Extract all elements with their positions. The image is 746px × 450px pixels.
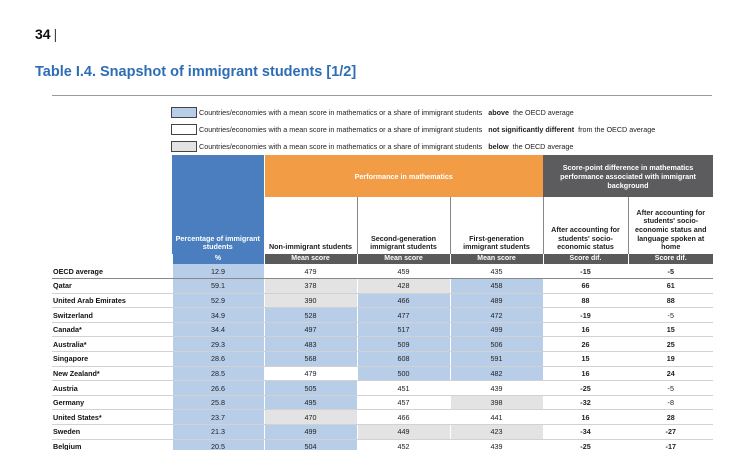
legend-text-suffix: from the OECD average	[578, 125, 656, 134]
legend-emphasis: below	[488, 142, 509, 151]
cell-percentage: 25.8	[172, 395, 264, 410]
cell-diff-ses: -25	[543, 381, 628, 396]
table-body	[52, 264, 713, 450]
table-row	[52, 425, 713, 440]
legend-text-suffix: the OECD average	[513, 108, 574, 117]
cell-non-immigrant: 390	[264, 293, 357, 308]
table-row	[52, 322, 713, 337]
cell-non-immigrant: 479	[264, 264, 357, 279]
country-name: Belgium	[52, 439, 172, 450]
cell-second-generation: 428	[357, 279, 450, 294]
legend-swatch-below	[171, 141, 197, 152]
unit-percent: %	[172, 254, 264, 264]
header-percentage-immigrant: Percentage of immigrant students	[172, 155, 264, 254]
unit-mean-score: Mean score	[450, 254, 543, 264]
cell-percentage: 28.5	[172, 366, 264, 381]
cell-first-generation: 472	[450, 308, 543, 323]
cell-diff-ses-language: 28	[628, 410, 713, 425]
cell-diff-ses: -34	[543, 425, 628, 440]
cell-percentage: 52.9	[172, 293, 264, 308]
unit-blank	[52, 254, 172, 264]
cell-first-generation: 489	[450, 293, 543, 308]
cell-diff-ses: 26	[543, 337, 628, 352]
country-name: Sweden	[52, 425, 172, 440]
cell-diff-ses: 16	[543, 410, 628, 425]
title-divider	[52, 95, 712, 96]
cell-second-generation: 466	[357, 293, 450, 308]
header-score-point-difference: Score-point difference in mathematics performance associated with immigrant background	[543, 155, 713, 197]
cell-diff-ses-language: -8	[628, 395, 713, 410]
cell-non-immigrant: 504	[264, 439, 357, 450]
cell-first-generation: 441	[450, 410, 543, 425]
cell-diff-ses: 15	[543, 352, 628, 367]
table-row	[52, 410, 713, 425]
cell-percentage: 12.9	[172, 264, 264, 279]
legend-item-not-significant	[171, 123, 655, 136]
table-row	[52, 366, 713, 381]
cell-second-generation: 477	[357, 308, 450, 323]
page-number	[35, 26, 57, 42]
cell-first-generation: 439	[450, 381, 543, 396]
cell-non-immigrant: 568	[264, 352, 357, 367]
cell-second-generation: 466	[357, 410, 450, 425]
cell-first-generation: 506	[450, 337, 543, 352]
cell-non-immigrant: 378	[264, 279, 357, 294]
cell-second-generation: 509	[357, 337, 450, 352]
cell-second-generation: 449	[357, 425, 450, 440]
cell-percentage: 34.4	[172, 322, 264, 337]
legend-text: Countries/economies with a mean score in mathematics or a share of immigrant students	[199, 125, 483, 134]
cell-first-generation: 482	[450, 366, 543, 381]
cell-diff-ses: -32	[543, 395, 628, 410]
country-name: Australia*	[52, 337, 172, 352]
country-name: OECD average	[52, 264, 172, 279]
cell-percentage: 23.7	[172, 410, 264, 425]
table-row	[52, 352, 713, 367]
cell-non-immigrant: 479	[264, 366, 357, 381]
country-name: Austria	[52, 381, 172, 396]
header-after-ses: After accounting for students' socio-economic status	[543, 197, 628, 254]
cell-diff-ses-language: 61	[628, 279, 713, 294]
cell-diff-ses: 16	[543, 366, 628, 381]
header-first-generation: First-generation immigrant students	[450, 197, 543, 254]
cell-second-generation: 517	[357, 322, 450, 337]
country-name: Switzerland	[52, 308, 172, 323]
cell-non-immigrant: 497	[264, 322, 357, 337]
cell-diff-ses-language: -5	[628, 264, 713, 279]
cell-diff-ses: -25	[543, 439, 628, 450]
cell-first-generation: 398	[450, 395, 543, 410]
unit-mean-score: Mean score	[264, 254, 357, 264]
cell-non-immigrant: 470	[264, 410, 357, 425]
unit-score-dif: Score dif.	[628, 254, 713, 264]
cell-first-generation: 423	[450, 425, 543, 440]
cell-non-immigrant: 505	[264, 381, 357, 396]
cell-second-generation: 500	[357, 366, 450, 381]
table-row	[52, 308, 713, 323]
cell-diff-ses: -15	[543, 264, 628, 279]
page-number-value: 34	[35, 26, 51, 42]
table-row	[52, 395, 713, 410]
header-non-immigrant: Non-immigrant students	[268, 242, 353, 252]
country-name: Canada*	[52, 322, 172, 337]
cell-diff-ses: -19	[543, 308, 628, 323]
cell-first-generation: 458	[450, 279, 543, 294]
table-row	[52, 381, 713, 396]
legend-item-above	[171, 106, 655, 119]
cell-second-generation: 608	[357, 352, 450, 367]
cell-second-generation: 459	[357, 264, 450, 279]
page-number-separator: |	[53, 26, 58, 42]
cell-percentage: 28.6	[172, 352, 264, 367]
cell-diff-ses-language: -5	[628, 381, 713, 396]
cell-diff-ses-language: -5	[628, 308, 713, 323]
legend-text: Countries/economies with a mean score in mathematics or a share of immigrant students	[199, 108, 483, 117]
legend-item-below	[171, 140, 655, 153]
country-name: Qatar	[52, 279, 172, 294]
cell-percentage: 59.1	[172, 279, 264, 294]
cell-second-generation: 451	[357, 381, 450, 396]
cell-percentage: 26.6	[172, 381, 264, 396]
legend-emphasis: above	[488, 108, 510, 117]
table-row	[52, 439, 713, 450]
cell-first-generation: 591	[450, 352, 543, 367]
cell-diff-ses-language: -27	[628, 425, 713, 440]
cell-diff-ses-language: -17	[628, 439, 713, 450]
cell-diff-ses-language: 25	[628, 337, 713, 352]
header-blank	[52, 155, 172, 254]
cell-diff-ses: 88	[543, 293, 628, 308]
cell-diff-ses-language: 88	[628, 293, 713, 308]
cell-first-generation: 435	[450, 264, 543, 279]
table-row	[52, 264, 713, 279]
cell-percentage: 20.5	[172, 439, 264, 450]
legend-text: Countries/economies with a mean score in mathematics or a share of immigrant students	[199, 142, 483, 151]
cell-non-immigrant: 528	[264, 308, 357, 323]
cell-percentage: 21.3	[172, 425, 264, 440]
table-row	[52, 293, 713, 308]
cell-diff-ses-language: 15	[628, 322, 713, 337]
legend-swatch-not-significant	[171, 124, 197, 135]
unit-score-dif: Score dif.	[543, 254, 628, 264]
legend-swatch-above	[171, 107, 197, 118]
header-performance-mathematics: Performance in mathematics	[264, 155, 543, 197]
legend-text-suffix: the OECD average	[512, 142, 574, 151]
legend	[171, 106, 655, 157]
cell-diff-ses: 66	[543, 279, 628, 294]
cell-non-immigrant: 495	[264, 395, 357, 410]
immigrant-students-table	[52, 155, 713, 450]
table-title: Table I.4. Snapshot of immigrant students [1/2]	[35, 64, 357, 80]
cell-first-generation: 499	[450, 322, 543, 337]
country-name: Singapore	[52, 352, 172, 367]
cell-non-immigrant: 499	[264, 425, 357, 440]
cell-second-generation: 457	[357, 395, 450, 410]
cell-first-generation: 439	[450, 439, 543, 450]
header-after-ses-language: After accounting for students' socio-economic status and language spoken at home	[628, 197, 713, 254]
cell-percentage: 29.3	[172, 337, 264, 352]
cell-diff-ses-language: 24	[628, 366, 713, 381]
legend-emphasis: not significantly different	[488, 125, 575, 134]
unit-mean-score: Mean score	[357, 254, 450, 264]
country-name: Germany	[52, 395, 172, 410]
header-second-generation: Second-generation immigrant students	[357, 197, 450, 254]
table-row	[52, 279, 713, 294]
country-name: New Zealand*	[52, 366, 172, 381]
country-name: United States*	[52, 410, 172, 425]
cell-non-immigrant: 483	[264, 337, 357, 352]
cell-percentage: 34.9	[172, 308, 264, 323]
cell-diff-ses: 16	[543, 322, 628, 337]
cell-second-generation: 452	[357, 439, 450, 450]
cell-diff-ses-language: 19	[628, 352, 713, 367]
table-row	[52, 337, 713, 352]
country-name: United Arab Emirates	[52, 293, 172, 308]
